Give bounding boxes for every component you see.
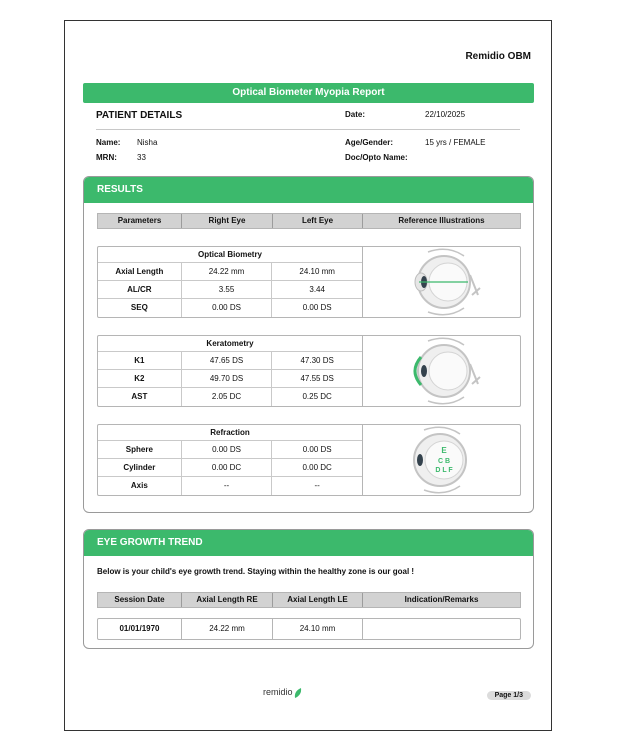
results-header-row <box>97 213 521 229</box>
col-reference: Reference Illustrations <box>398 216 485 225</box>
re-cell: 0.00 DC <box>182 459 273 476</box>
table-row <box>98 263 362 281</box>
brand-name: Remidio OBM <box>465 51 531 62</box>
growth-description: Below is your child's eye growth trend. Staying within the healthy zone is our goal ! <box>97 567 415 576</box>
param-cell: K2 <box>98 370 182 387</box>
table-row <box>98 370 362 388</box>
chart-letters-row3: D L F <box>435 467 453 474</box>
session-date-cell: 01/01/1970 <box>98 619 182 639</box>
col-axial-le: Axial Length LE <box>273 593 363 607</box>
col-axial-re: Axial Length RE <box>182 593 273 607</box>
re-cell: 47.65 DS <box>182 352 273 369</box>
param-cell: Axial Length <box>98 263 182 280</box>
table-row <box>97 618 521 640</box>
le-cell: 47.55 DS <box>300 374 334 383</box>
param-cell: K1 <box>98 352 182 369</box>
le-cell: 0.25 DC <box>302 392 332 401</box>
name-value: Nisha <box>137 138 158 147</box>
table-row <box>98 281 362 299</box>
axial-length-illustration <box>364 247 521 317</box>
table-row <box>98 441 362 459</box>
eye-cornea-icon <box>364 336 521 406</box>
table-row <box>98 299 362 317</box>
param-cell: SEQ <box>98 299 182 317</box>
axial-le-cell: 24.10 mm <box>273 619 363 639</box>
eye-axial-icon <box>364 247 521 317</box>
date-label: Date: <box>345 110 366 119</box>
page-number: Page 1/3 <box>487 691 531 700</box>
chart-letters-row1: E <box>441 446 447 455</box>
leaf-icon <box>293 687 303 699</box>
age-gender-label: Age/Gender: <box>345 138 394 147</box>
param-cell: Cylinder <box>98 459 182 476</box>
col-parameters: Parameters <box>98 214 182 228</box>
re-cell: -- <box>182 477 273 495</box>
growth-heading: EYE GROWTH TREND <box>84 530 533 556</box>
doc-label: Doc/Opto Name: <box>345 153 408 162</box>
results-section <box>83 176 534 513</box>
mrn-label: MRN: <box>96 153 117 162</box>
le-cell: -- <box>314 481 320 490</box>
param-cell: Axis <box>98 477 182 495</box>
le-cell: 24.10 mm <box>299 267 335 276</box>
table-row <box>98 477 362 495</box>
report-page <box>64 20 552 731</box>
re-cell: 2.05 DC <box>182 388 273 406</box>
table-row <box>98 352 362 370</box>
age-gender-value: 15 yrs / FEMALE <box>425 138 486 147</box>
col-remarks: Indication/Remarks <box>404 595 479 604</box>
re-cell: 0.00 DS <box>182 299 273 317</box>
patient-details-heading: PATIENT DETAILS <box>96 110 183 121</box>
param-cell: AST <box>98 388 182 406</box>
refraction-title: Refraction <box>98 425 362 441</box>
eye-chart-icon <box>364 425 521 495</box>
date-value: 22/10/2025 <box>425 110 466 119</box>
divider <box>96 129 520 130</box>
param-cell: Sphere <box>98 441 182 458</box>
results-heading: RESULTS <box>84 177 533 203</box>
col-left-eye: Left Eye <box>273 214 363 228</box>
growth-section <box>83 529 534 649</box>
re-cell: 0.00 DS <box>182 441 273 458</box>
re-cell: 3.55 <box>182 281 273 298</box>
axial-re-cell: 24.22 mm <box>182 619 273 639</box>
re-cell: 24.22 mm <box>182 263 273 280</box>
param-cell: AL/CR <box>98 281 182 298</box>
name-label: Name: <box>96 138 121 147</box>
keratometry-block <box>97 335 521 407</box>
col-right-eye: Right Eye <box>182 214 273 228</box>
le-cell: 0.00 DS <box>302 303 332 312</box>
le-cell: 3.44 <box>309 285 325 294</box>
col-session-date: Session Date <box>98 593 182 607</box>
chart-letters-row2: C B <box>437 458 451 465</box>
refraction-table <box>98 425 363 495</box>
re-cell: 49.70 DS <box>182 370 273 387</box>
biometry-table <box>98 247 363 317</box>
le-cell: 0.00 DC <box>302 463 332 472</box>
biometry-title: Optical Biometry <box>98 247 362 263</box>
le-cell: 0.00 DS <box>302 445 332 454</box>
mrn-value: 33 <box>137 153 146 162</box>
growth-header-row <box>97 592 521 608</box>
refraction-block <box>97 424 521 496</box>
table-row <box>98 459 362 477</box>
cornea-illustration <box>364 336 521 406</box>
biometry-block <box>97 246 521 318</box>
table-row <box>98 388 362 406</box>
logo-text: remidio <box>263 687 293 697</box>
keratometry-title: Keratometry <box>98 336 362 352</box>
report-title: Optical Biometer Myopia Report <box>83 83 534 103</box>
remarks-cell <box>363 619 520 639</box>
footer-logo <box>263 687 303 699</box>
keratometry-table <box>98 336 363 406</box>
le-cell: 47.30 DS <box>300 356 334 365</box>
refraction-illustration <box>364 425 521 495</box>
